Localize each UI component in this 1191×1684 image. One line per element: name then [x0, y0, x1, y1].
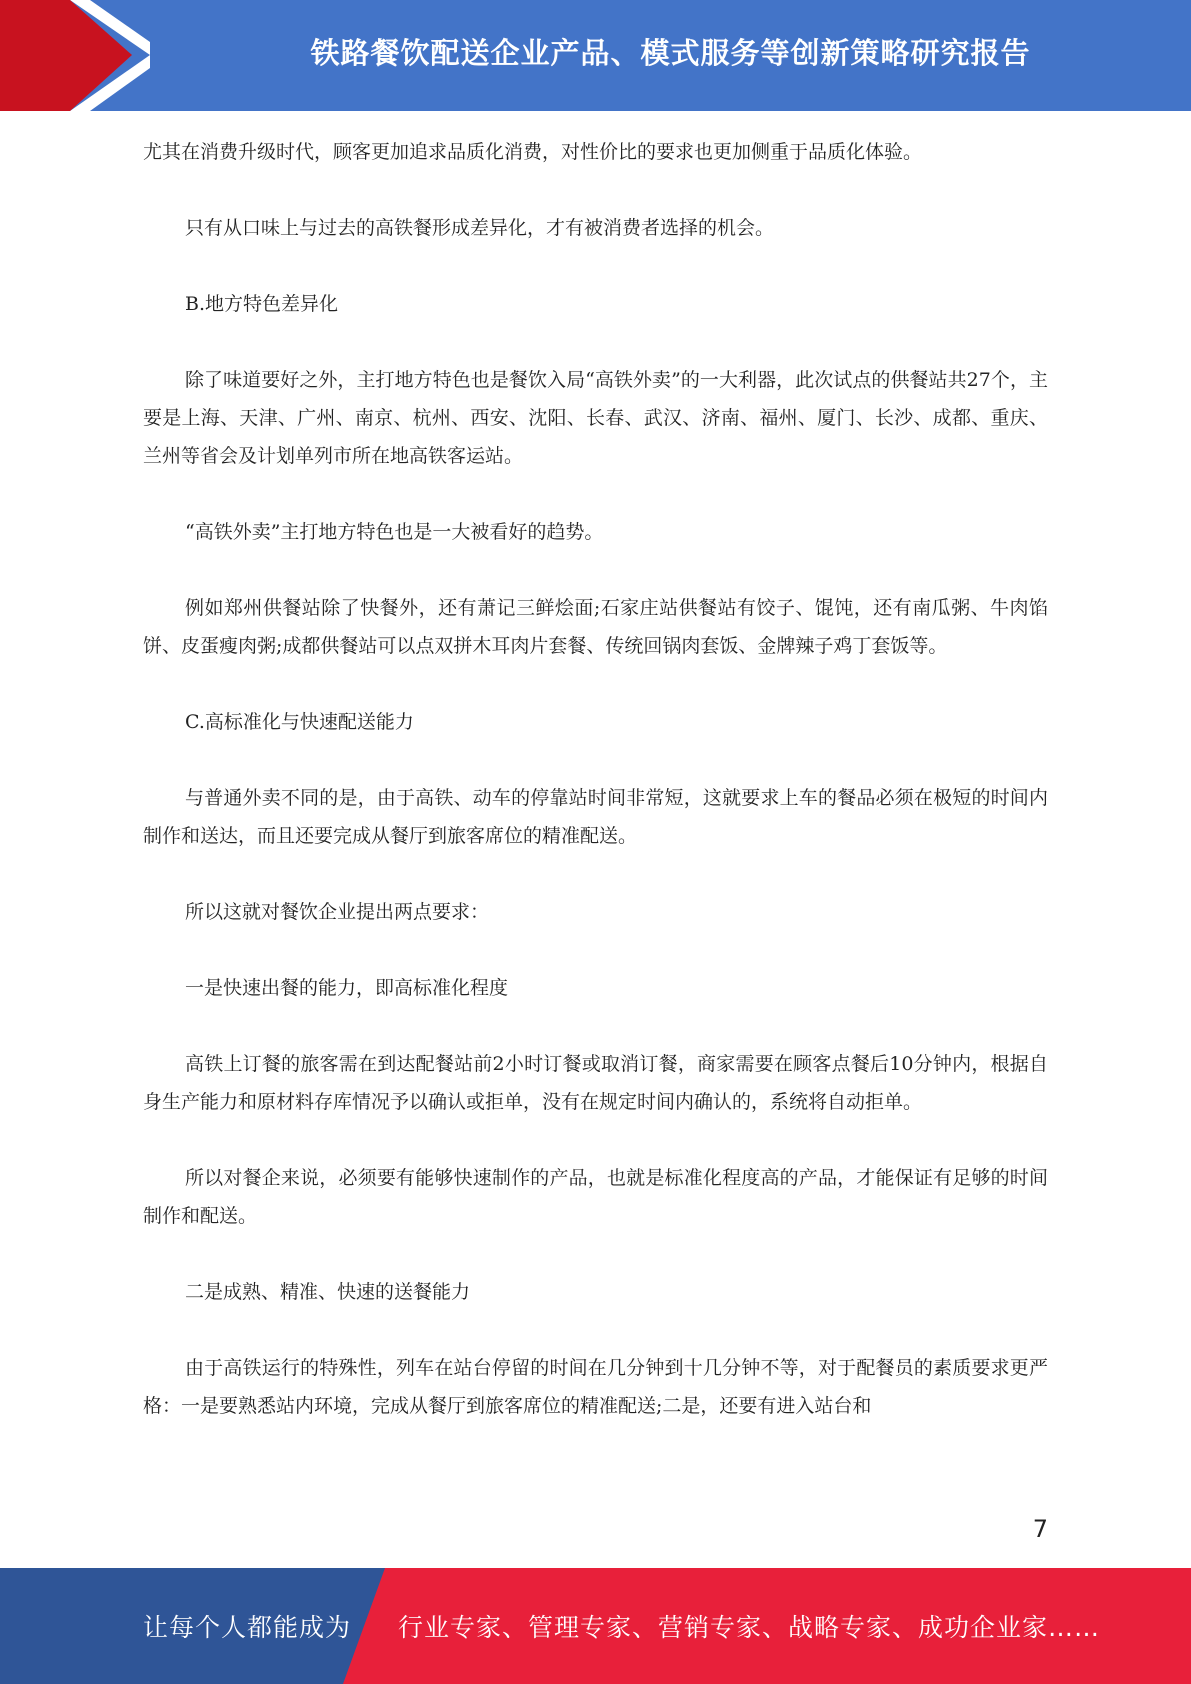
body-paragraph: 尤其在消费升级时代，顾客更加追求品质化消费，对性价比的要求也更加侧重于品质化体验。	[143, 141, 923, 163]
footer-slogan-right: 行业专家、管理专家、营销专家、战略专家、成功企业家……	[398, 1613, 1101, 1642]
page-footer	[0, 1568, 1191, 1684]
body-paragraph: 例如郑州供餐站除了快餐外，还有萧记三鲜烩面;石家庄站供餐站有饺子、馄饨，还有南瓜粥、牛肉馅饼、皮蛋瘦肉粥;成都供餐站可以点双拼木耳肉片套餐、传统回锅肉套饭、金牌辣子鸡丁套饭等。	[143, 597, 1048, 657]
page-header	[0, 0, 1191, 111]
page-body	[143, 133, 1048, 1463]
footer-slogan-left: 让每个人都能成为	[143, 1613, 352, 1642]
body-paragraph: C.高标准化与快速配送能力	[185, 711, 414, 733]
body-paragraph: 除了味道要好之外，主打地方特色也是餐饮入局“高铁外卖”的一大利器，此次试点的供餐站共27个，主要是上海、天津、广州、南京、杭州、西安、沈阳、长春、武汉、济南、福州、厦门、长沙、成都、重庆、兰州等省会及计划单列市所在地高铁客运站。	[143, 369, 1048, 467]
body-paragraph: 由于高铁运行的特殊性，列车在站台停留的时间在几分钟到十几分钟不等，对于配餐员的素质要求更严格：一是要熟悉站内环境，完成从餐厅到旅客席位的精准配送;二是，还要有进入站台和	[143, 1357, 1048, 1417]
body-paragraph: 所以对餐企来说，必须要有能够快速制作的产品，也就是标准化程度高的产品，才能保证有足够的时间制作和配送。	[143, 1167, 1048, 1227]
body-paragraph: 二是成熟、精准、快速的送餐能力	[185, 1281, 471, 1303]
body-paragraph: “高铁外卖”主打地方特色也是一大被看好的趋势。	[185, 521, 604, 543]
body-paragraph: 与普通外卖不同的是，由于高铁、动车的停靠站时间非常短，这就要求上车的餐品必须在极短的时间内制作和送达，而且还要完成从餐厅到旅客席位的精准配送。	[143, 787, 1048, 847]
body-paragraph: B.地方特色差异化	[185, 293, 339, 315]
page-number: 7	[1032, 1515, 1048, 1543]
body-paragraph: 所以这就对餐饮企业提出两点要求：	[185, 901, 490, 923]
body-paragraph: 只有从口味上与过去的高铁餐形成差异化，才有被消费者选择的机会。	[185, 217, 775, 239]
body-paragraph: 一是快速出餐的能力，即高标准化程度	[185, 977, 509, 999]
document-title: 铁路餐饮配送企业产品、模式服务等创新策略研究报告	[310, 35, 1031, 70]
body-paragraph: 高铁上订餐的旅客需在到达配餐站前2小时订餐或取消订餐，商家需要在顾客点餐后10分钟内，根据自身生产能力和原材料存库情况予以确认或拒单，没有在规定时间内确认的，系统将自动拒单。	[143, 1053, 1048, 1113]
